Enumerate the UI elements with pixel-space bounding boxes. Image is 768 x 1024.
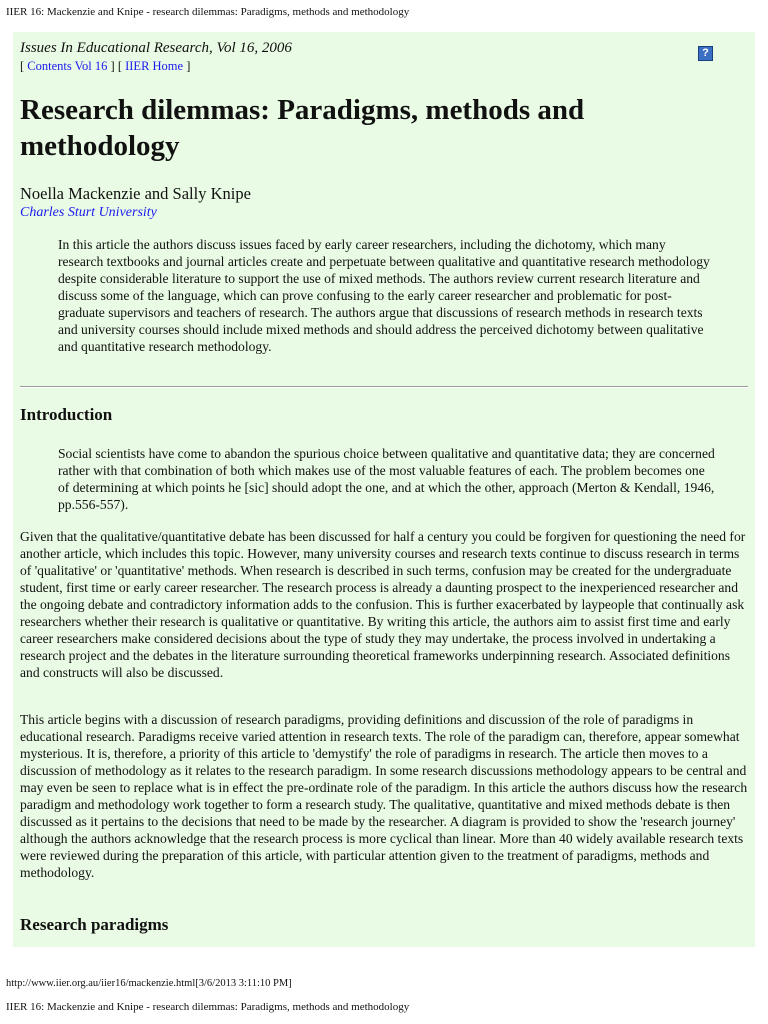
author-affiliation-link[interactable]: Charles Sturt University xyxy=(20,205,157,220)
introduction-heading: Introduction xyxy=(20,405,113,424)
article-title: Research dilemmas: Paradigms, methods and methodology xyxy=(20,94,585,162)
research-paradigms-heading: Research paradigms xyxy=(20,915,169,934)
journal-citation: Issues In Educational Research, Vol 16, 2006 xyxy=(20,40,292,56)
nav-bracket-open: [ xyxy=(20,59,28,73)
article-abstract: In this article the authors discuss issues faced by early career researchers, including the dichotomy, which many research textbooks and journal articles create and perpetuate between qualitative and quantitative research methodology despite considerable literature to support the use of mixed methods. The authors review current research literature and discuss some of the language, which can prove confusing to the early career researcher and problematic for post-graduate supervisors and teachers of research. The authors argue that discussions of research methods in research texts and university courses should include mixed methods and should address the perceived dichotomy between qualitative and quantitative research methodology. xyxy=(58,237,710,354)
contents-vol-link[interactable]: Contents Vol 16 xyxy=(27,59,108,73)
article-page xyxy=(13,32,755,947)
article-authors: Noella Mackenzie and Sally Knipe xyxy=(20,184,251,203)
nav-separator: ] [ xyxy=(107,59,126,73)
section-divider xyxy=(20,386,748,388)
print-header-title: IIER 16: Mackenzie and Knipe - research dilemmas: Paradigms, methods and methodology xyxy=(6,6,410,18)
iier-home-link[interactable]: IIER Home xyxy=(125,59,184,73)
introduction-paragraph: Given that the qualitative/quantitative debate has been discussed for half a century you could be forgiven for questioning the need for another article, which includes this topic. However, many university courses and research texts continue to discuss research in terms of 'qualitative' or 'quantitative' methods. When research is described in such terms, confusion may be created for the undergraduate student, first time or early career researcher. The research process is already a daunting prospect to the inexperienced researcher and the ongoing debate and contradictory information adds to the confusion. This is further exacerbated by laypeople that continually ask researchers whether their research is qualitative or quantitative. By writing this article, the authors aim to assist first time and early career researchers make considered decisions about the type of study they may undertake, the process involved in undertaking a research project and the debates in the literature surrounding theoretical frameworks underpinning research. Associated definitions and constructs will also be discussed. xyxy=(20,529,746,680)
print-footer-url: http://www.iier.org.au/iier16/mackenzie.html[3/6/2013 3:11:10 PM] xyxy=(6,978,292,989)
introduction-paragraph: This article begins with a discussion of research paradigms, providing definitions and discussion of the role of paradigms in educational research. Paradigms receive varied attention in research texts. The role of the paradigm can, therefore, appear somewhat mysterious. It is, therefore, a priority of this article to 'demystify' the role of paradigms in research. The article then moves to a discussion of methodology as it relates to the research paradigm. In some research discussions methodology appears to be central and may even be seen to replace what is in effect the pre-ordinate role of the paradigm. In this article the authors discuss how the research paradigm and methodology work together to form a research study. The qualitative, quantitative and mixed methods debate is then discussed as it pertains to the decisions that need to be made by the researcher. A diagram is provided to show the 'research journey' although the authors acknowledge that the research process is more cyclical than linear. More than 40 widely available research texts were reviewed during the preparation of this article, with particular attention given to the treatment of paradigms, methods and methodology. xyxy=(20,712,748,880)
introduction-blockquote: Social scientists have come to abandon the spurious choice between qualitative and quantitative data; they are concerned rather with that combination of both which makes use of the most valuable features of each. The problem becomes one of determining at which points he [sic] should adopt the one, and at which the other, approach (Merton & Kendall, 1946, pp.556-557). xyxy=(58,446,715,512)
help-icon[interactable]: ? xyxy=(698,46,713,61)
nav-bracket-close: ] xyxy=(183,59,191,73)
print-footer-title: IIER 16: Mackenzie and Knipe - research dilemmas: Paradigms, methods and methodology xyxy=(6,1001,410,1013)
journal-nav xyxy=(20,58,190,74)
